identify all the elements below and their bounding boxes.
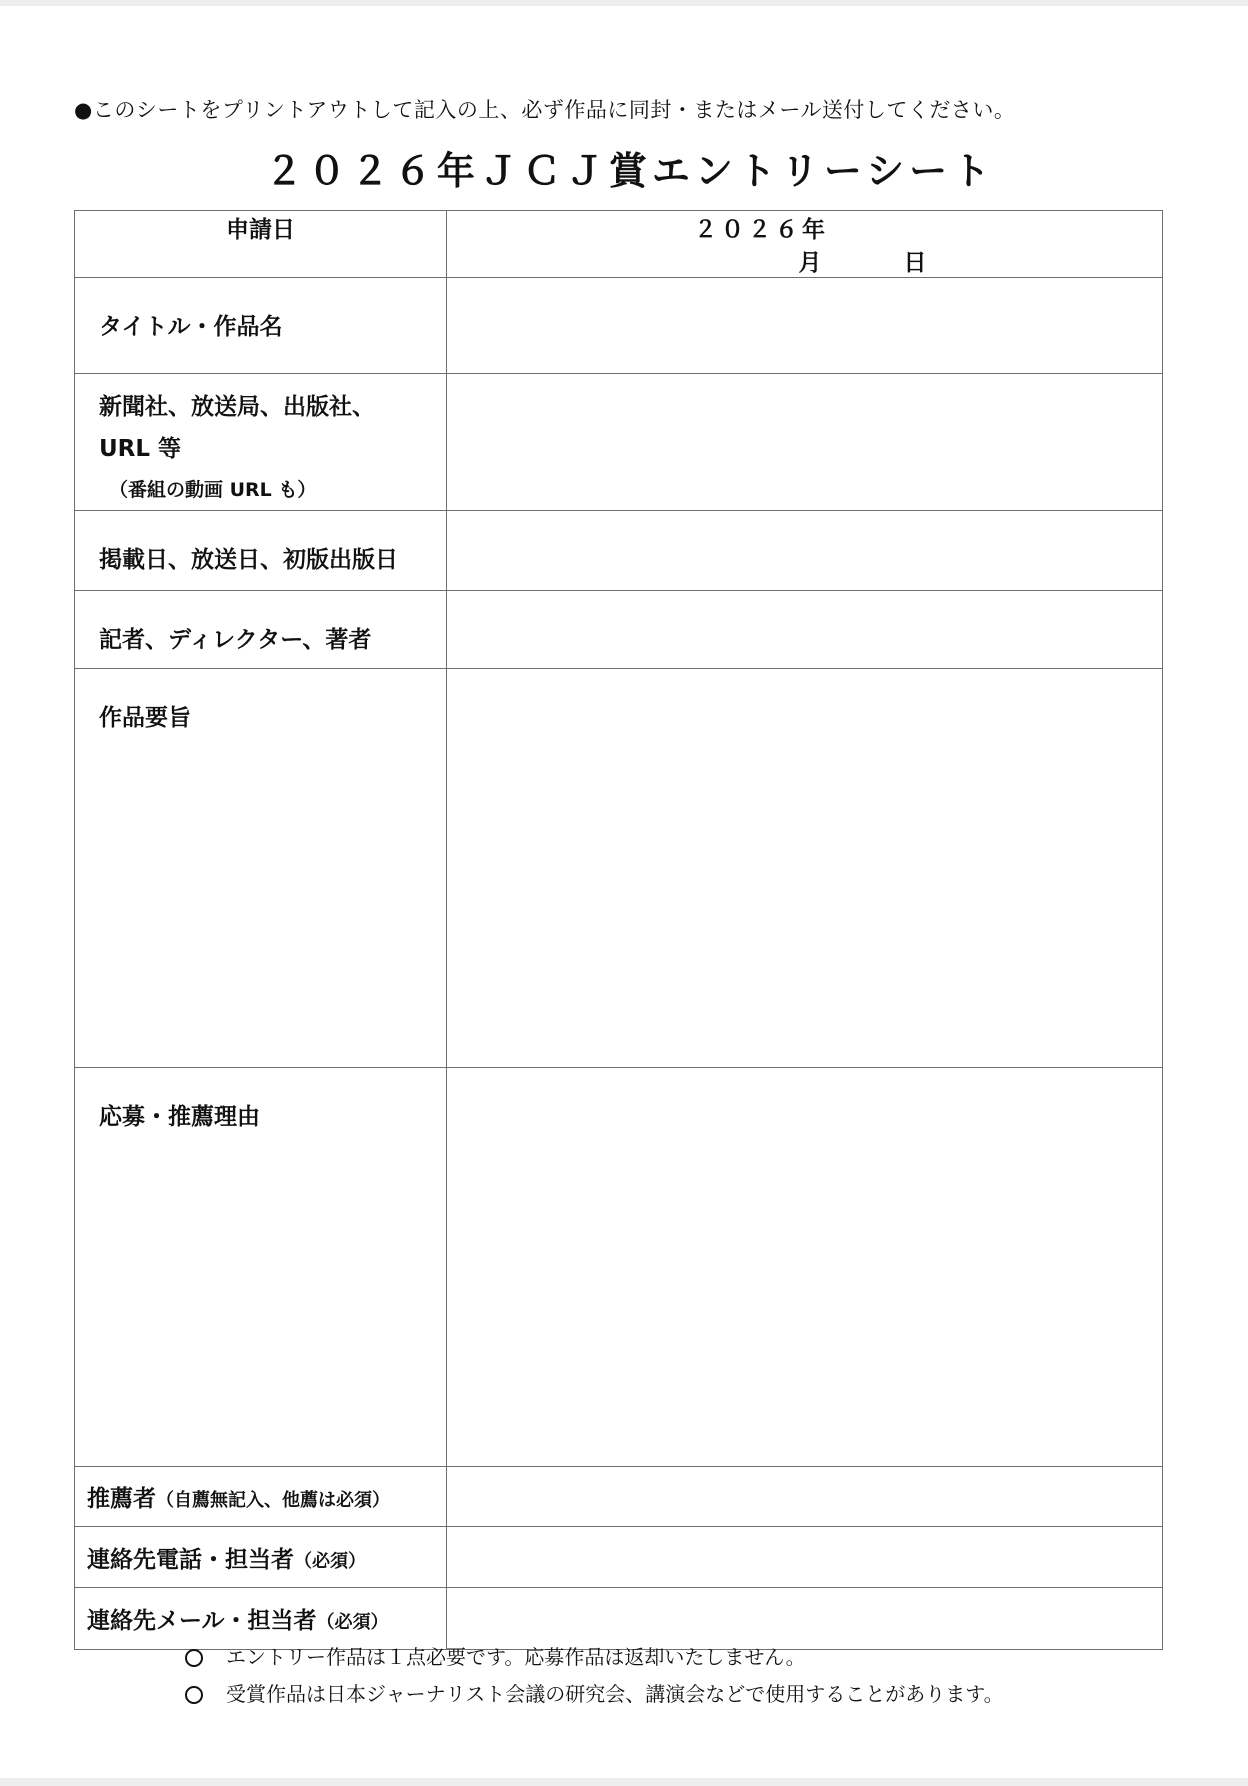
row-recommender bbox=[75, 1467, 1163, 1527]
entry-sheet bbox=[0, 6, 1248, 1778]
phone-field[interactable] bbox=[447, 1527, 1163, 1588]
title-label: タイトル・作品名 bbox=[75, 278, 447, 374]
title-field[interactable] bbox=[447, 278, 1163, 374]
date-day: 日 bbox=[903, 250, 931, 276]
application-date-label: 申請日 bbox=[75, 211, 447, 278]
row-reason bbox=[75, 1068, 1163, 1467]
instruction-text: ●このシートをプリントアウトして記入の上、必ず作品に同封・またはメール送付してください。 bbox=[74, 98, 1016, 122]
date-year: ２０２６年 bbox=[694, 217, 829, 243]
row-application-date bbox=[75, 211, 1163, 278]
media-label: 新聞社、放送局、出版社、 URL 等 （番組の動画 URL も） bbox=[75, 374, 447, 511]
publish-date-field[interactable] bbox=[447, 511, 1163, 591]
email-label: 連絡先メール・担当者（必須） bbox=[75, 1588, 447, 1650]
media-field[interactable] bbox=[447, 374, 1163, 511]
row-media bbox=[75, 374, 1163, 511]
footnote-item: エントリー作品は１点必要です。応募作品は返却いたしません。 bbox=[185, 1639, 1004, 1676]
circle-bullet-icon bbox=[185, 1649, 203, 1667]
circle-bullet-icon bbox=[185, 1686, 203, 1704]
summary-field[interactable] bbox=[447, 669, 1163, 1068]
row-summary bbox=[75, 669, 1163, 1068]
date-month: 月 bbox=[798, 250, 826, 276]
reason-label: 応募・推薦理由 bbox=[75, 1068, 447, 1467]
reason-field[interactable] bbox=[447, 1068, 1163, 1467]
author-label: 記者、ディレクター、著者 bbox=[75, 591, 447, 669]
recommender-label: 推薦者（自薦無記入、他薦は必須） bbox=[75, 1467, 447, 1527]
author-field[interactable] bbox=[447, 591, 1163, 669]
row-publish-date bbox=[75, 511, 1163, 591]
row-title bbox=[75, 278, 1163, 374]
summary-label: 作品要旨 bbox=[75, 669, 447, 1068]
footnote-item: 受賞作品は日本ジャーナリスト会議の研究会、講演会などで使用することがあります。 bbox=[185, 1676, 1004, 1713]
application-date-field[interactable] bbox=[447, 211, 1163, 278]
footnotes bbox=[185, 1639, 1004, 1713]
recommender-field[interactable] bbox=[447, 1467, 1163, 1527]
phone-label: 連絡先電話・担当者（必須） bbox=[75, 1527, 447, 1588]
publish-date-label: 掲載日、放送日、初版出版日 bbox=[75, 511, 447, 591]
row-author bbox=[75, 591, 1163, 669]
page-title: ２０２６年ＪＣＪ賞エントリーシート bbox=[264, 149, 996, 193]
entry-form-table bbox=[74, 210, 1163, 1650]
row-phone bbox=[75, 1527, 1163, 1588]
